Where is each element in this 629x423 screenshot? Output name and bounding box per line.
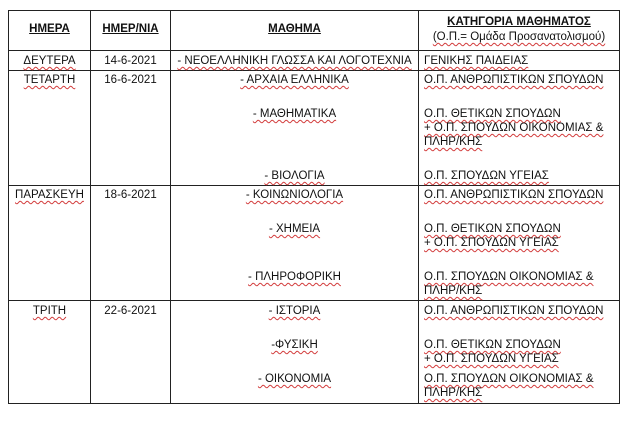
- table-border-bottom: [8, 403, 620, 404]
- subject-name: - ΙΣΤΟΡΙΑ: [268, 305, 321, 317]
- column-border: [90, 10, 91, 404]
- subject-category: Ο.Π. ΣΠΟΥΔΩΝ ΥΓΕΙΑΣ: [424, 170, 549, 182]
- header-bottom-border: [8, 50, 620, 51]
- column-border: [418, 10, 419, 404]
- subject-name: - ΧΗΜΕΙΑ: [268, 223, 321, 235]
- row-date: 16-6-2021: [104, 74, 157, 86]
- subject-category: Ο.Π. ΣΠΟΥΔΩΝ ΟΙΚΟΝΟΜΙΑΣ &: [424, 373, 594, 385]
- column-border: [8, 10, 9, 404]
- subject-name: - ΜΑΘΗΜΑΤΙΚΑ: [252, 108, 337, 120]
- subject-category: + Ο.Π. ΣΠΟΥΔΩΝ ΥΓΕΙΑΣ: [424, 237, 559, 249]
- subject-name: - ΒΙΟΛΟΓΙΑ: [264, 170, 325, 182]
- subject-category: + Ο.Π. ΣΠΟΥΔΩΝ ΟΙΚΟΝΟΜΙΑΣ &: [424, 122, 604, 134]
- row-day: ΤΕΤΑΡΤΗ: [23, 74, 76, 86]
- subject-category: + Ο.Π. ΣΠΟΥΔΩΝ ΥΓΕΙΑΣ: [424, 353, 559, 365]
- row-separator: [8, 70, 620, 71]
- row-separator: [8, 185, 620, 186]
- subject-category: Ο.Π. ΑΝΘΡΩΠΙΣΤΙΚΩΝ ΣΠΟΥΔΩΝ: [424, 74, 604, 86]
- subject-name: - ΠΛΗΡΟΦΟΡΙΚΗ: [248, 271, 341, 283]
- subject-category: Ο.Π. ΘΕΤΙΚΩΝ ΣΠΟΥΔΩΝ: [424, 223, 561, 235]
- row-date: 22-6-2021: [104, 305, 157, 317]
- subject-name: -ΦΥΣΙΚΗ: [271, 339, 318, 351]
- subject-category: ΠΛΗΡ/ΚΗΣ: [424, 136, 483, 148]
- table-border-top: [8, 10, 620, 11]
- row-day: ΤΡΙΤΗ: [32, 305, 67, 317]
- subject-category: ΓΕΝΙΚΗΣ ΠΑΙΔΕΙΑΣ: [424, 55, 529, 67]
- row-date: 18-6-2021: [104, 189, 157, 201]
- row-separator: [8, 300, 620, 301]
- row-date: 14-6-2021: [104, 55, 157, 67]
- row-day: ΠΑΡΑΣΚΕΥΗ: [15, 189, 84, 201]
- header-date: ΗΜΕΡ/ΝΙΑ: [102, 23, 159, 35]
- subject-category: Ο.Π. ΑΝΘΡΩΠΙΣΤΙΚΩΝ ΣΠΟΥΔΩΝ: [424, 305, 604, 317]
- row-day: ΔΕΥΤΕΡΑ: [23, 55, 76, 67]
- subject-category: ΠΛΗΡ/ΚΗΣ: [424, 285, 483, 297]
- header-category-note: (Ο.Π.= Ομάδα Προσανατολισμού): [432, 31, 606, 43]
- subject-category: Ο.Π. ΑΝΘΡΩΠΙΣΤΙΚΩΝ ΣΠΟΥΔΩΝ: [424, 189, 604, 201]
- subject-category: Ο.Π. ΘΕΤΙΚΩΝ ΣΠΟΥΔΩΝ: [424, 108, 561, 120]
- header-subject: ΜΑΘΗΜΑ: [268, 23, 321, 35]
- subject-category: Ο.Π. ΣΠΟΥΔΩΝ ΟΙΚΟΝΟΜΙΑΣ &: [424, 271, 594, 283]
- subject-category: Ο.Π. ΘΕΤΙΚΩΝ ΣΠΟΥΔΩΝ: [424, 339, 561, 351]
- subject-category: ΠΛΗΡ/ΚΗΣ: [424, 387, 483, 399]
- subject-name: - ΝΕΟΕΛΛΗΝΙΚΗ ΓΛΩΣΣΑ ΚΑΙ ΛΟΓΟΤΕΧΝΙΑ: [177, 55, 412, 67]
- subject-name: - ΚΟΙΝΩΝΙΟΛΟΓΙΑ: [245, 189, 344, 201]
- header-category: ΚΑΤΗΓΟΡΙΑ ΜΑΘΗΜΑΤΟΣ: [447, 16, 591, 28]
- subject-name: - ΟΙΚΟΝΟΜΙΑ: [257, 373, 332, 385]
- subject-name: - ΑΡΧΑΙΑ ΕΛΛΗΝΙΚΑ: [240, 74, 349, 86]
- column-border: [619, 10, 620, 404]
- header-day: ΗΜΕΡΑ: [29, 23, 70, 35]
